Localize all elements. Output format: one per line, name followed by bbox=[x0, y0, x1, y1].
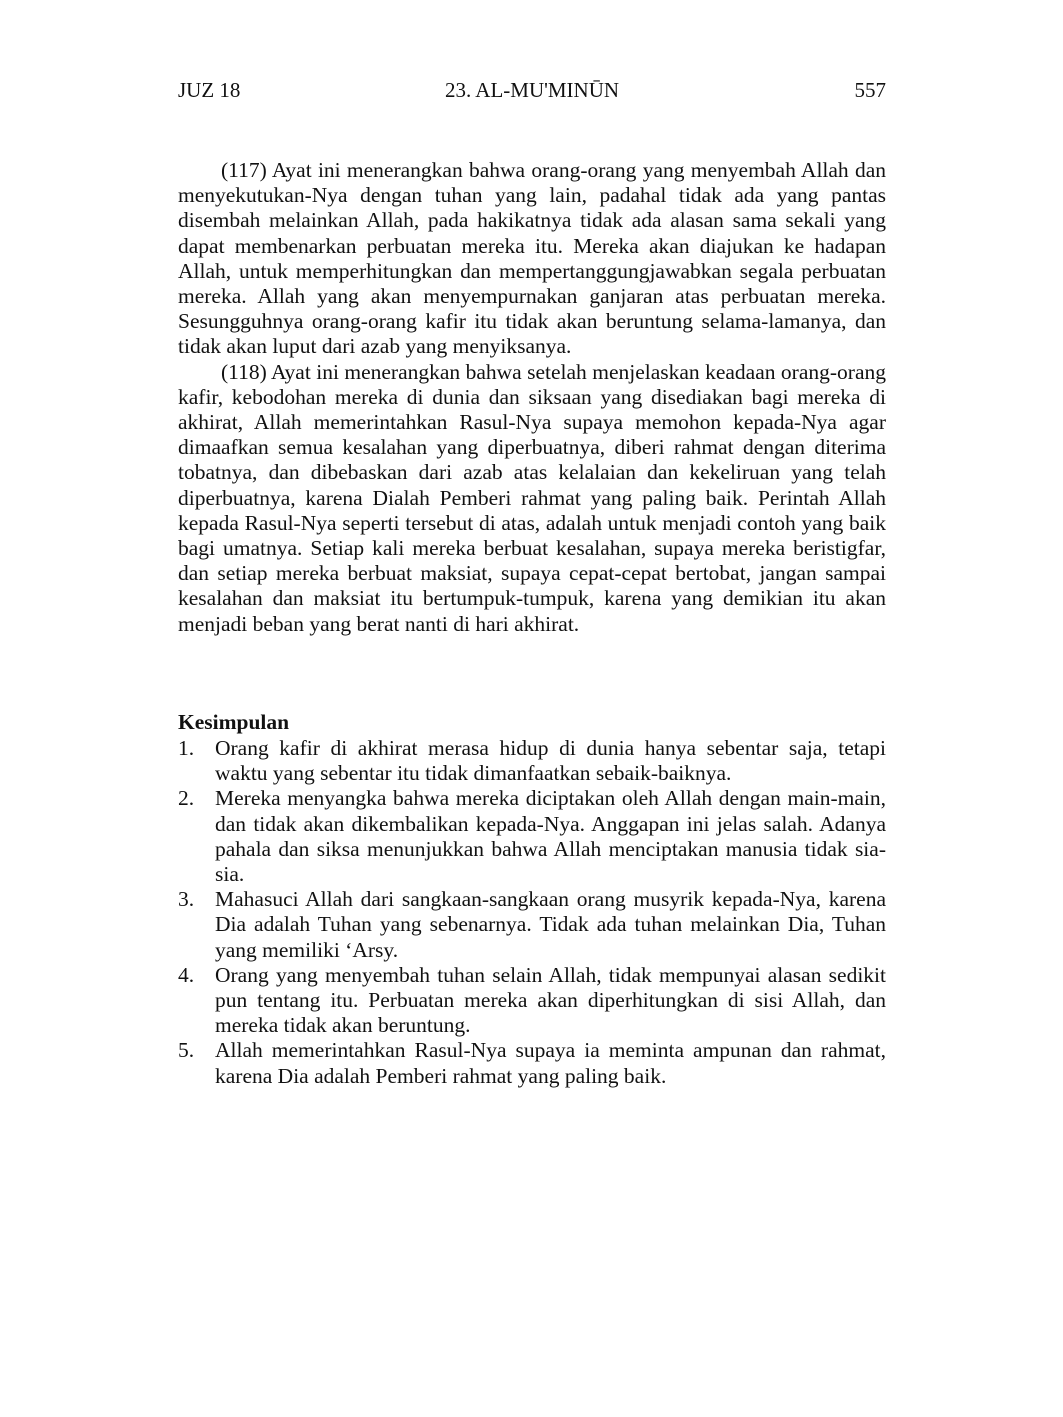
paragraph-117: (117) Ayat ini menerangkan bahwa orang-orang yang menyembah Allah dan menyekutukan-Nya dengan tuhan yang lain, padahal tidak ada yang pantas disembah melainkan Allah, pada hakikatnya tidak ada alasan sama sekali yang dapat membenarkan perbuatan mereka itu. Mereka akan diajukan ke hadapan Allah, untuk memperhitungkan dan mempertanggungjawabkan segala perbuatan mereka. Allah yang akan menyempurnakan ganjaran atas perbuatan mereka. Sesungguhnya orang-orang kafir itu tidak akan beruntung selama-lamanya, dan tidak akan luput dari azab yang menyiksanya. bbox=[178, 158, 886, 359]
conclusion-list bbox=[178, 736, 886, 1089]
surah-title: 23. AL-MU'MINŪN bbox=[444, 78, 620, 102]
list-item bbox=[178, 786, 886, 887]
list-item bbox=[178, 736, 886, 786]
list-item-text: Mereka menyangka bahwa mereka diciptakan oleh Allah dengan main-main, dan tidak akan dikembalikan kepada-Nya. Anggapan ini jelas salah. Adanya pahala dan siksa menunjukkan bahwa Allah menciptakan manusia tidak sia-sia. bbox=[215, 786, 886, 887]
list-item-number: 2. bbox=[178, 786, 195, 811]
list-item-text: Mahasuci Allah dari sangkaan-sangkaan orang musyrik kepada-Nya, karena Dia adalah Tuhan yang sebenarnya. Tidak ada tuhan melainkan Dia, Tuhan yang memiliki ‘Arsy. bbox=[215, 887, 886, 962]
page-number: 557 bbox=[854, 78, 886, 102]
list-item-number: 4. bbox=[178, 962, 195, 987]
running-header bbox=[178, 76, 886, 104]
paragraph-118: (118) Ayat ini menerangkan bahwa setelah menjelaskan keadaan orang-orang kafir, kebodohan mereka di dunia dan siksaan yang disediakan bagi mereka di akhirat, Allah memerintahkan Rasul-Nya supaya memohon kepada-Nya agar dimaafkan semua kesalahan yang diperbuatnya, diberi rahmat dengan diterima tobatnya, dan dibebaskan dari azab atas kelalaian dan kekeliruan yang telah diperbuatnya, karena Dialah Pemberi rahmat yang paling baik. Perintah Allah kepada Rasul-Nya seperti tersebut di atas, adalah untuk menjadi contoh yang baik bagi umatnya. Setiap kali mereka berbuat kesalahan, supaya mereka beristigfar, dan setiap mereka berbuat maksiat, supaya cepat-cepat bertobat, jangan sampai kesalahan dan maksiat itu bertumpuk-tumpuk, karena yang demikian itu akan menjadi beban yang berat nanti di hari akhirat. bbox=[178, 359, 886, 636]
commentary-body bbox=[178, 158, 886, 637]
list-item-number: 3. bbox=[178, 887, 195, 912]
list-item-text: Allah memerintahkan Rasul-Nya supaya ia meminta ampunan dan rahmat, karena Dia adalah Pemberi rahmat yang paling baik. bbox=[215, 1038, 886, 1088]
juz-label: JUZ 18 bbox=[178, 78, 241, 102]
list-item-number: 5. bbox=[178, 1038, 195, 1063]
list-item bbox=[178, 963, 886, 1039]
list-item-text: Orang yang menyembah tuhan selain Allah, tidak mempunyai alasan sedikit pun tentang itu. Perbuatan mereka akan diperhitungkan di sisi Allah, dan mereka tidak akan beruntung. bbox=[215, 962, 886, 1038]
section-heading: Kesimpulan bbox=[178, 710, 290, 734]
list-item bbox=[178, 1038, 886, 1088]
list-item bbox=[178, 887, 886, 963]
list-item-number: 1. bbox=[178, 736, 195, 760]
list-item-text: Orang kafir di akhirat merasa hidup di dunia hanya sebentar saja, tetapi waktu yang sebentar itu tidak dimanfaatkan sebaik-baiknya. bbox=[215, 736, 886, 786]
